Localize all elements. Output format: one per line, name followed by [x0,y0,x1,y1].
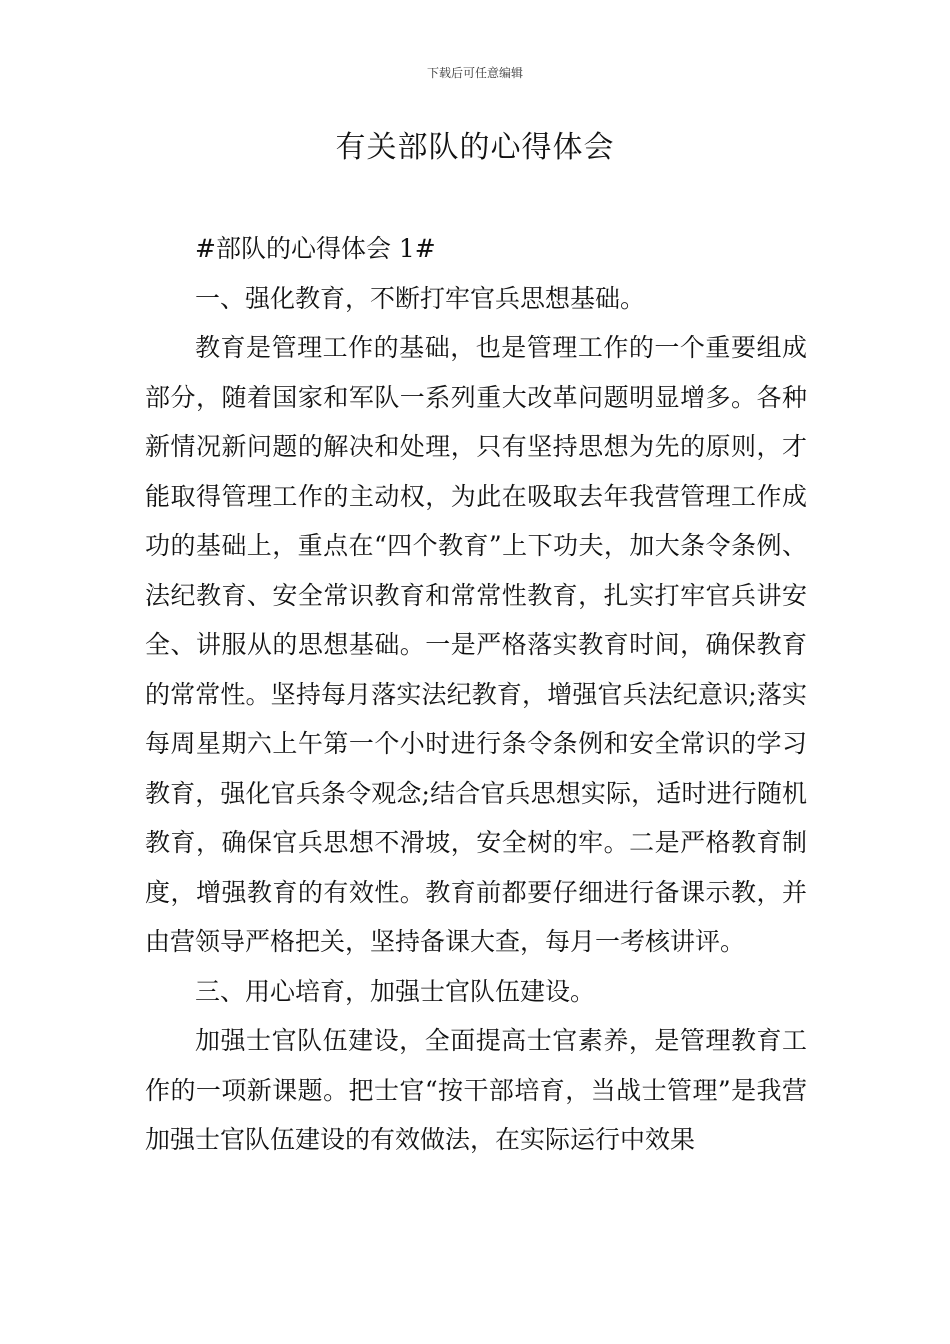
paragraph-nco: 加强士官队伍建设，全面提高士官素养，是管理教育工作的一项新课题。把士官“按干部培育，当战士管理”是我营加强士官队伍建设的有效做法，在实际运行中效果 [145,1026,807,1154]
document-body [145,224,807,1165]
subheading-education: 一、强化教育，不断打牢官兵思想基础。 [195,283,646,313]
subheading-nco: 三、用心培育，加强士官队伍建设。 [195,976,596,1006]
paragraph-education: 教育是管理工作的基础，也是管理工作的一个重要组成部分，随着国家和军队一系列重大改革问题明显增多。各种新情况新问题的解决和处理，只有坚持思想为先的原则，才能取得管理工作的主动权，为此在吸取去年我营管理工作成功的基础上，重点在“四个教育”上下功夫，加大条令条例、法纪教育、安全常识教育和常常性教育，扎实打牢官兵讲安全、讲服从的思想基础。一是严格落实教育时间，确保教育的常常性。坚持每月落实法纪教育，增强官兵法纪意识;落实每周星期六上午第一个小时进行条令条例和安全常识的学习教育，强化官兵条令观念;结合官兵思想实际，适时进行随机教育，确保官兵思想不滑坡，安全树的牢。二是严格教育制度，增强教育的有效性。教育前都要仔细进行备课示教，并由营领导严格把关，坚持备课大查，每月一考核讲评。 [145,333,807,956]
header-note: 下载后可任意编辑 [426,66,523,80]
section-heading-1: #部队的心得体会 1# [195,234,436,263]
document-title: 有关部队的心得体会 [335,130,615,165]
